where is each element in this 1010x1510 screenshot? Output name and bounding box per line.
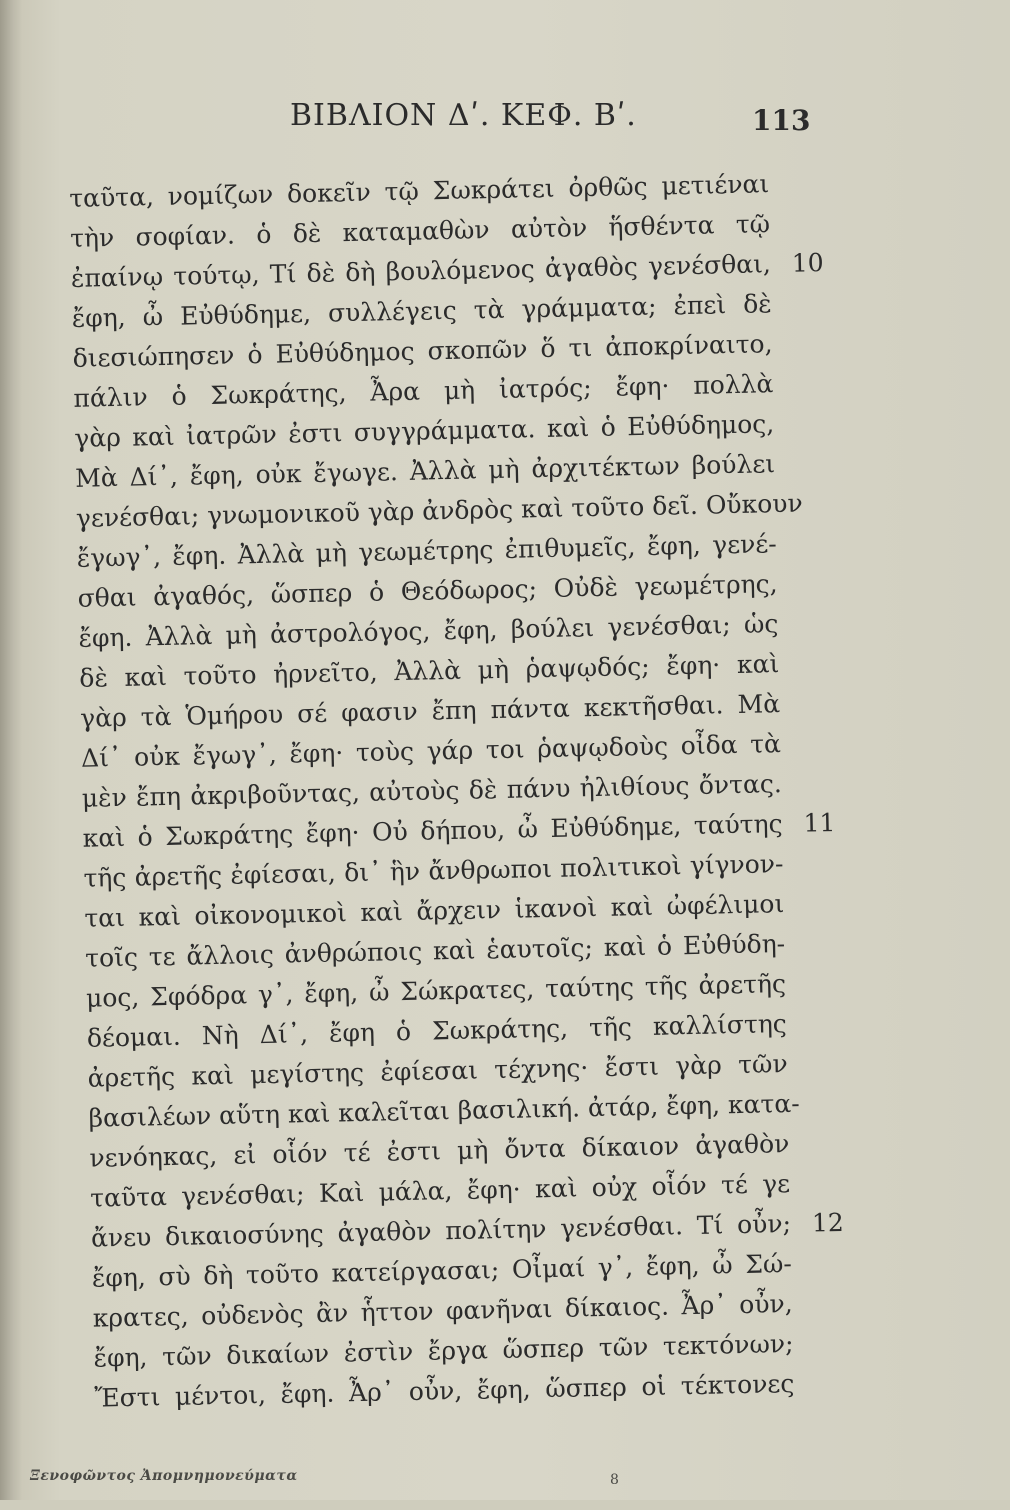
text-line: σθαι ἀγαθός, ὥσπερ ὁ Θεόδωρος; Οὐδὲ γεωμέτρης, [77, 569, 778, 613]
text-line: μὲν ἔπη ἀκριβοῦντας, αὐτοὺς δὲ πάνυ ἠλιθίους ὄντας. [81, 769, 783, 813]
text-line: ἔφη, σὺ δὴ τοῦτο κατείργασαι; Οἶμαί γ᾽, ἔφη, ὦ Σώ- [91, 1248, 793, 1293]
section-number: 11 [803, 807, 836, 838]
text-line: δὲ καὶ τοῦτο ἠρνεῖτο, Ἀλλὰ μὴ ῥαψῳδός; ἔφη· καὶ [79, 649, 780, 693]
text-line: κρατες, οὐδενὸς ἂν ἧττον φανῆναι δίκαιος. Ἆρ᾽ οὖν, [92, 1288, 793, 1333]
text-line: δέομαι. Νὴ Δί᾽, ἔφη ὁ Σωκράτης, τῆς καλλίστης [86, 1009, 788, 1053]
section-number: 12 [811, 1207, 845, 1238]
text-line: Δί᾽ οὐκ ἔγωγ᾽, ἔφη· τοὺς γάρ τοι ῥαψῳδοὺς οἶδα τὰ [80, 729, 782, 773]
text-line: ταῦτα, νομίζων δοκεῖν τῷ Σωκράτει ὀρθῶς μετιέναι [69, 169, 770, 213]
text-line: γενέσθαι; γνωμονικοῦ γὰρ ἀνδρὸς καὶ τοῦτο δεῖ. Οὔκουν [75, 488, 803, 533]
text-line: γὰρ τὰ Ὁμήρου σέ φασιν ἔπη πάντα κεκτῆσθαι. Μὰ [79, 689, 781, 733]
section-number: 10 [791, 248, 824, 278]
text-line: γὰρ καὶ ἰατρῶν ἐστι συγγράμματα. καὶ ὁ Εὐθύδημος, [74, 409, 775, 453]
text-line: τῆς ἀρετῆς ἐφίεσαι, δι᾽ ἣν ἄνθρωποι πολιτικοὶ γίγνον- [83, 849, 784, 893]
text-line: Ἔστι μέντοι, ἔφη. Ἆρ᾽ οὖν, ἔφη, ὥσπερ οἱ τέκτονες [94, 1368, 795, 1413]
text-line: ἔφη. Ἀλλὰ μὴ ἀστρολόγος, ἔφη, βούλει γενέσθαι; ὡς [78, 609, 779, 653]
text-line: βασιλέων αὕτη καὶ καλεῖται βασιλική. ἀτάρ, ἔφη, κατα- [88, 1088, 800, 1133]
text-line: πάλιν ὁ Σωκράτης, Ἆρα μὴ ἰατρός; ἔφη· πολλὰ [73, 369, 774, 413]
text-line: ταῦτα γενέσθαι; Καὶ μάλα, ἔφη· καὶ οὐχ οἷόν τέ γε [89, 1169, 791, 1213]
text-line: ἀρετῆς καὶ μεγίστης ἐφίεσαι τέχνης· ἔστι γὰρ τῶν [87, 1049, 788, 1093]
text-line: καὶ ὁ Σωκράτης ἔφη· Οὐ δήπου, ὦ Εὐθύδημε, ταύτης [82, 809, 783, 853]
text-line: Μὰ Δί᾽, ἔφη, οὐκ ἔγωγε. Ἀλλὰ μὴ ἀρχιτέκτων βούλει [74, 449, 776, 493]
text-line: τοῖς τε ἄλλοις ἀνθρώποις καὶ ἑαυτοῖς; καὶ ὁ Εὐθύδη- [84, 929, 786, 973]
text-line: μος, Σφόδρα γ᾽, ἔφη, ὦ Σώκρατες, ταύτης τῆς ἀρετῆς [85, 969, 787, 1013]
text-line: τὴν σοφίαν. ὁ δὲ καταμαθὼν αὐτὸν ἥσθέντα τῷ [69, 209, 771, 253]
running-head: ΒΙΒΛΙΟΝ Δʹ. ΚΕΦ. Βʹ. [290, 98, 637, 133]
text-line: νενόηκας, εἰ οἷόν τέ ἐστι μὴ ὄντα δίκαιον ἀγαθὸν [89, 1129, 790, 1173]
text-line: ἔφη, τῶν δικαίων ἐστὶν ἔργα ὥσπερ τῶν τεκτόνων; [93, 1328, 794, 1373]
text-line: διεσιώπησεν ὁ Εὐθύδημος σκοπῶν ὅ τι ἀποκρίναιτο, [72, 329, 773, 373]
text-line: ται καὶ οἰκονομικοὶ καὶ ἄρχειν ἱκανοὶ καὶ ὠφέλιμοι [84, 889, 785, 933]
page-footer [30, 1468, 930, 1498]
signature-line-title: Ξενοφῶντος Ἀπομνημονεύματα [30, 1468, 298, 1484]
text-line: ἔγωγ᾽, ἔφη. Ἀλλὰ μὴ γεωμέτρης ἐπιθυμεῖς, ἔφη, γενέ- [76, 529, 777, 573]
signature-mark: 8 [610, 1472, 619, 1488]
page-number: 113 [752, 104, 811, 137]
text-line: ἐπαίνῳ τούτῳ, Τί δὲ δὴ βουλόμενος ἀγαθὸς γενέσθαι, [70, 249, 772, 293]
text-line: ἄνευ δικαιοσύνης ἀγαθὸν πολίτην γενέσθαι. Τί οὖν; [90, 1209, 792, 1253]
text-line: ἔφη, ὦ Εὐθύδημε, συλλέγεις τὰ γράμματα; ἐπεὶ δὲ [71, 289, 772, 333]
